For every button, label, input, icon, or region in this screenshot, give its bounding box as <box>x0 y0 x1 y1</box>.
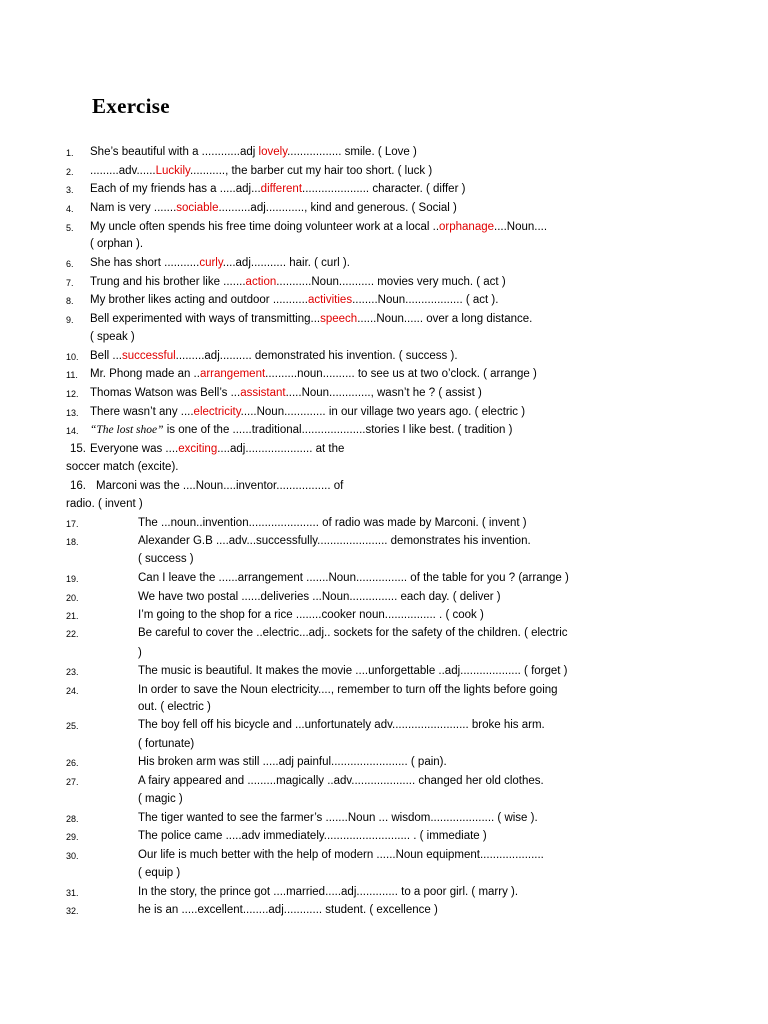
answer-word: assistant <box>240 387 286 399</box>
answer-word: curly <box>199 257 223 269</box>
item-number: 5. <box>66 223 74 233</box>
item-text <box>90 310 532 328</box>
item-text <box>138 846 544 864</box>
item-text <box>90 384 482 402</box>
sentence-text: ........Noun.................. ( act ). <box>352 294 499 306</box>
sentence-text: Everyone was .... <box>90 443 179 455</box>
item-text <box>138 662 568 680</box>
item-text <box>90 291 498 309</box>
item-text <box>138 569 569 587</box>
item-number: 14. <box>66 426 79 436</box>
item-number: 29. <box>66 832 79 842</box>
sentence-text: ..........adj............, kind and generous. ( Social ) <box>218 202 457 214</box>
item-number: 3. <box>66 185 74 195</box>
item-number: 8. <box>66 296 74 306</box>
sentence-text: My uncle often spends his free time doing volunteer work at a local .. <box>90 221 440 233</box>
sentence-text: out. ( electric ) <box>138 701 211 713</box>
sentence-text: ( orphan ). <box>90 238 144 250</box>
sentence-text: ....adj........... hair. ( curl ). <box>222 257 350 269</box>
sentence-text: ( equip ) <box>138 867 181 879</box>
item-text <box>138 864 180 882</box>
sentence-text: The tiger wanted to see the farmer’s .......Noun ... wisdom.................... ( wise ). <box>138 812 538 824</box>
sentence-text: Bell experimented with ways of transmitting... <box>90 313 321 325</box>
item-number: 13. <box>66 408 79 418</box>
sentence-text: ......Noun...... over a long distance. <box>357 313 533 325</box>
item-number: 9. <box>66 315 74 325</box>
item-number: 2. <box>66 167 74 177</box>
sentence-text: ..........noun.......... to see us at two o’clock. ( arrange ) <box>265 368 537 380</box>
sentence-text: ( speak ) <box>90 331 135 343</box>
answer-word: arrangement <box>199 368 266 380</box>
item-text <box>138 827 487 845</box>
sentence-text: .....Noun............. in our village two years ago. ( electric ) <box>240 406 526 418</box>
item-text <box>90 440 344 458</box>
item-number: 25. <box>66 721 79 731</box>
sentence-text: The police came .....adv immediately........................... . ( immediate ) <box>138 830 487 842</box>
item-number: 30. <box>66 851 79 861</box>
sentence-text: Marconi was the ....Noun....inventor................. of <box>96 480 344 492</box>
sentence-text: My brother likes acting and outdoor ........... <box>90 294 308 306</box>
item-text <box>90 421 512 439</box>
answer-word: Luckily <box>155 165 190 177</box>
item-number: 24. <box>66 686 79 696</box>
item-text <box>90 365 537 383</box>
item-text <box>90 328 135 346</box>
item-number: 23. <box>66 667 79 677</box>
sentence-text: .........adj.......... demonstrated his invention. ( success ). <box>175 350 458 362</box>
item-number: 28. <box>66 814 79 824</box>
item-text <box>90 143 417 161</box>
item-text <box>138 735 194 753</box>
item-text <box>66 458 178 476</box>
item-text <box>138 790 183 808</box>
item-text <box>96 477 343 495</box>
item-number: 12. <box>66 389 79 399</box>
sentence-text: ....Noun.... <box>494 221 548 233</box>
item-text <box>90 180 465 198</box>
answer-word: action <box>245 276 277 288</box>
story-title: “The lost shoe” <box>90 424 164 436</box>
sentence-text: Trung and his brother like ....... <box>90 276 246 288</box>
sentence-text: ..........., the barber cut my hair too short. ( luck ) <box>189 165 433 177</box>
item-text <box>66 495 143 513</box>
sentence-text: .....Noun............., wasn’t he ? ( assist ) <box>285 387 482 399</box>
sentence-text: She’s beautiful with a ............adj <box>90 146 259 158</box>
sentence-text: .........adv...... <box>90 165 156 177</box>
item-text <box>90 218 547 236</box>
item-number: 26. <box>66 758 79 768</box>
item-text <box>138 698 211 716</box>
item-number: 1. <box>66 148 74 158</box>
sentence-text: Nam is very ....... <box>90 202 177 214</box>
item-text <box>90 403 525 421</box>
item-text <box>138 588 501 606</box>
item-text <box>138 883 518 901</box>
item-text <box>138 624 568 642</box>
item-number: 4. <box>66 204 74 214</box>
sentence-text: His broken arm was still .....adj painful........................ ( pain). <box>138 756 447 768</box>
item-text <box>138 550 194 568</box>
item-number: 17. <box>66 519 79 529</box>
item-number: 31. <box>66 888 79 898</box>
item-text <box>90 347 458 365</box>
sentence-text: ...........Noun........... movies very much. ( act ) <box>276 276 506 288</box>
item-text <box>138 606 484 624</box>
item-text <box>90 254 350 272</box>
item-number: 11. <box>66 370 78 380</box>
answer-word: different <box>260 183 303 195</box>
item-text <box>138 753 447 771</box>
sentence-text: Bell ... <box>90 350 122 362</box>
sentence-text: ................. smile. ( Love ) <box>287 146 417 158</box>
sentence-text: ( fortunate) <box>138 738 195 750</box>
item-number: 20. <box>66 593 79 603</box>
item-number: 27. <box>66 777 79 787</box>
answer-word: electricity <box>193 406 241 418</box>
sentence-text: The boy fell off his bicycle and ...unfortunately adv........................ broke his arm. <box>138 719 545 731</box>
sentence-text: In order to save the Noun electricity...., remember to turn off the lights before going <box>138 684 558 696</box>
sentence-text: ....adj..................... at the <box>217 443 345 455</box>
answer-word: lovely <box>258 146 288 158</box>
item-number: 19. <box>66 574 79 584</box>
answer-word: successful <box>121 350 176 362</box>
sentence-text: There wasn’t any .... <box>90 406 194 418</box>
item-text <box>138 644 142 662</box>
sentence-text: ) <box>138 647 142 659</box>
item-number: 18. <box>66 537 79 547</box>
item-number: 7. <box>66 278 74 288</box>
item-text <box>90 235 143 253</box>
answer-word: exciting <box>178 443 218 455</box>
item-number: 15. <box>70 443 86 455</box>
sentence-text: Each of my friends has a .....adj... <box>90 183 261 195</box>
answer-word: speech <box>320 313 358 325</box>
item-number: 32. <box>66 906 79 916</box>
item-text <box>138 514 527 532</box>
sentence-text: Can I leave the ......arrangement .......Noun................ of the table for you ? (arrange ) <box>138 572 569 584</box>
sentence-text: is one of the ......traditional....................stories I like best. ( tradition ) <box>163 424 513 436</box>
item-text <box>138 716 545 734</box>
sentence-text: I’m going to the shop for a rice ........cooker noun................ . ( cook ) <box>138 609 484 621</box>
item-text <box>138 532 531 550</box>
item-text <box>138 681 558 699</box>
item-text <box>138 901 438 919</box>
sentence-text: The music is beautiful. It makes the movie ....unforgettable ..adj................... ( forget ) <box>138 665 568 677</box>
sentence-text: ( success ) <box>138 553 194 565</box>
item-text <box>138 772 544 790</box>
sentence-text: A fairy appeared and .........magically ..adv.................... changed her old clothes. <box>138 775 544 787</box>
answer-word: orphanage <box>439 221 495 233</box>
sentence-text: We have two postal ......deliveries ...Noun............... each day. ( deliver ) <box>138 591 501 603</box>
sentence-text: Our life is much better with the help of modern ......Noun equipment.................... <box>138 849 544 861</box>
sentence-text: ( magic ) <box>138 793 183 805</box>
item-text <box>90 162 432 180</box>
item-text <box>90 199 457 217</box>
sentence-text: Be careful to cover the ..electric...adj.. sockets for the safety of the children. ( electric <box>138 627 568 639</box>
item-text <box>90 273 506 291</box>
answer-word: sociable <box>176 202 219 214</box>
item-text <box>138 809 538 827</box>
sentence-text: Thomas Watson was Bell’s ... <box>90 387 241 399</box>
sentence-text: soccer match (excite). <box>66 461 179 473</box>
item-number: 22. <box>66 629 79 639</box>
item-number: 16. <box>70 480 86 492</box>
sentence-text: Alexander G.B ....adv...successfully...................... demonstrates his invention. <box>138 535 531 547</box>
sentence-text: In the story, the prince got ....married.....adj............. to a poor girl. ( marry ). <box>138 886 519 898</box>
sentence-text: ..................... character. ( differ ) <box>302 183 466 195</box>
sentence-text: Mr. Phong made an .. <box>90 368 200 380</box>
item-number: 10. <box>66 352 79 362</box>
sentence-text: he is an .....excellent........adj............ student. ( excellence ) <box>138 904 438 916</box>
sentence-text: She has short ........... <box>90 257 200 269</box>
item-number: 21. <box>66 611 79 621</box>
sentence-text: The ...noun..invention...................... of radio was made by Marconi. ( invent ) <box>138 517 527 529</box>
answer-word: activities <box>307 294 353 306</box>
item-number: 6. <box>66 259 74 269</box>
page-title: Exercise <box>92 94 170 118</box>
sentence-text: radio. ( invent ) <box>66 498 143 510</box>
